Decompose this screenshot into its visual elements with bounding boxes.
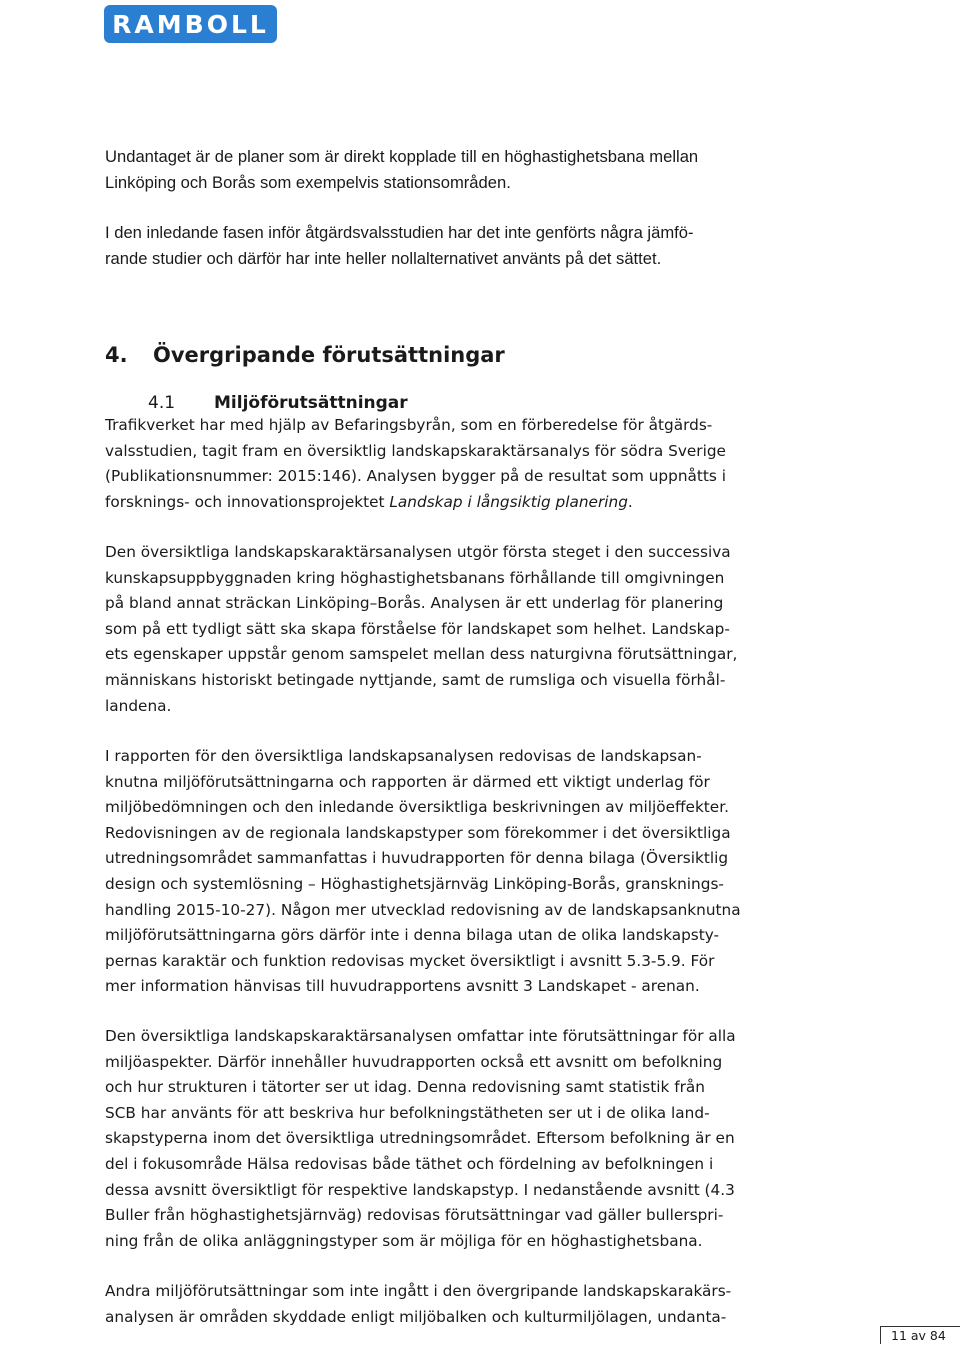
subsection-number: 4.1 — [148, 393, 176, 413]
text-line: miljöaspekter. Därför innehåller huvudrapporten också ett avsnitt om befolkning — [105, 1052, 723, 1071]
ramboll-logo — [104, 5, 277, 43]
report-title-italic: Landskap i långsiktig planering — [389, 492, 628, 511]
text-line: Andra miljöförutsättningar som inte ingått i den övergripande landskapskarakärs- — [105, 1282, 732, 1300]
body-paragraph-4 — [105, 1024, 845, 1254]
text-line: landena. — [105, 696, 172, 715]
page-number: 11 av 84 — [880, 1326, 960, 1344]
text-span: forsknings- och innovationsprojektet — [105, 492, 390, 511]
text-line — [105, 490, 845, 516]
text-line: kunskapsuppbyggnaden kring höghastighetsbanans förhållande till omgivningen — [105, 568, 725, 587]
text-line: pernas karaktär och funktion redovisas mycket översiktligt i avsnitt 5.3-5.9. För — [105, 951, 715, 970]
text-line: och hur strukturen i tätorter ser ut idag. Denna redovisning samt statistik från — [105, 1078, 705, 1097]
text-line: knutna miljöförutsättningarna och rapporten är därmed ett viktigt underlag för — [105, 772, 710, 791]
text-line: Trafikverket har med hjälp av Befaringsbyrån, som en förberedelse för åtgärds- — [105, 416, 713, 434]
section-title: Övergripande förutsättningar — [153, 343, 505, 367]
text-line: ning från de olika anläggningstyper som är möjliga för en höghastighetsbana. — [105, 1231, 703, 1250]
body-paragraph-5 — [105, 1279, 845, 1330]
body-paragraph-1 — [105, 413, 845, 515]
text-line: ets egenskaper uppstår genom samspelet mellan dess naturgivna förutsättningar, — [105, 645, 738, 664]
text-line: miljöförutsättningarna görs därför inte i denna bilaga utan de olika landskapsty- — [105, 926, 720, 945]
text-line: utredningsområdet sammanfattas i huvudrapporten för denna bilaga (Översiktlig — [105, 849, 729, 868]
text-span: . — [627, 492, 633, 511]
text-line: människans historiskt betingade nyttjande, samt de rumsliga och visuella förhål- — [105, 670, 726, 689]
text-line: rande studier och därför har inte heller nollalternativet använts på det sättet. — [105, 248, 662, 268]
subsection-title: Miljöförutsättningar — [214, 393, 408, 413]
text-line: dessa avsnitt översiktligt för respektive landskapstyp. I nedanstående avsnitt (4.3 — [105, 1180, 735, 1199]
body-paragraph-3 — [105, 744, 845, 1000]
text-line: SCB har använts för att beskriva hur befolkningstätheten ser ut i de olika land- — [105, 1103, 710, 1122]
text-line: valsstudien, tagit fram en översiktlig landskapskaraktärsanalys för södra Sverige — [105, 441, 726, 460]
text-line: del i fokusområde Hälsa redovisas både täthet och fördelning av befolkningen i — [105, 1154, 714, 1173]
section-number: 4. — [105, 343, 128, 367]
text-line: Linköping och Borås som exempelvis stationsområden. — [105, 172, 511, 192]
text-line: som på ett tydligt sätt ska skapa förståelse för landskapet som helhet. Landskap- — [105, 619, 730, 638]
text-line: Undantaget är de planer som är direkt kopplade till en höghastighetsbana mellan — [105, 147, 699, 166]
logo-text: RAMBOLL — [112, 9, 269, 39]
text-line: på bland annat sträckan Linköping–Borås. Analysen är ett underlag för planering — [105, 594, 724, 613]
text-line: miljöbedömningen och den inledande översiktliga beskrivningen av miljöeffekter. — [105, 798, 729, 817]
text-line: handling 2015-10-27). Någon mer utvecklad redovisning av de landskapsanknutna — [105, 900, 741, 919]
text-line: Den översiktliga landskapskaraktärsanalysen omfattar inte förutsättningar för alla — [105, 1027, 736, 1045]
text-line: analysen är områden skyddade enligt miljöbalken och kulturmiljölagen, undanta- — [105, 1307, 727, 1326]
section-heading — [105, 341, 505, 369]
text-line: Den översiktliga landskapskaraktärsanalysen utgör första steget i den successiva — [105, 543, 731, 561]
subsection-heading — [148, 391, 408, 415]
intro-paragraph-1 — [105, 144, 865, 195]
text-line: mer information hänvisas till huvudrapportens avsnitt 3 Landskapet - arenan. — [105, 977, 700, 996]
text-line: (Publikationsnummer: 2015:146). Analysen bygger på de resultat som uppnåtts i — [105, 467, 726, 486]
text-line: Redovisningen av de regionala landskapstyper som förekommer i det översiktliga — [105, 823, 731, 842]
body-paragraph-2 — [105, 540, 845, 719]
text-line: I den inledande fasen inför åtgärdsvalsstudien har det inte genförts några jämfö- — [105, 223, 694, 242]
text-line: I rapporten för den översiktliga landskapsanalysen redovisas de landskapsan- — [105, 747, 702, 765]
text-line: design och systemlösning – Höghastighetsjärnväg Linköping-Borås, gransknings- — [105, 874, 724, 893]
text-line: Buller från höghastighetsjärnväg) redovisas förutsättningar vad gäller bullerspri- — [105, 1206, 724, 1225]
intro-paragraph-2 — [105, 220, 865, 271]
text-line: skapstyperna inom det översiktliga utredningsområdet. Eftersom befolkning är en — [105, 1129, 735, 1148]
